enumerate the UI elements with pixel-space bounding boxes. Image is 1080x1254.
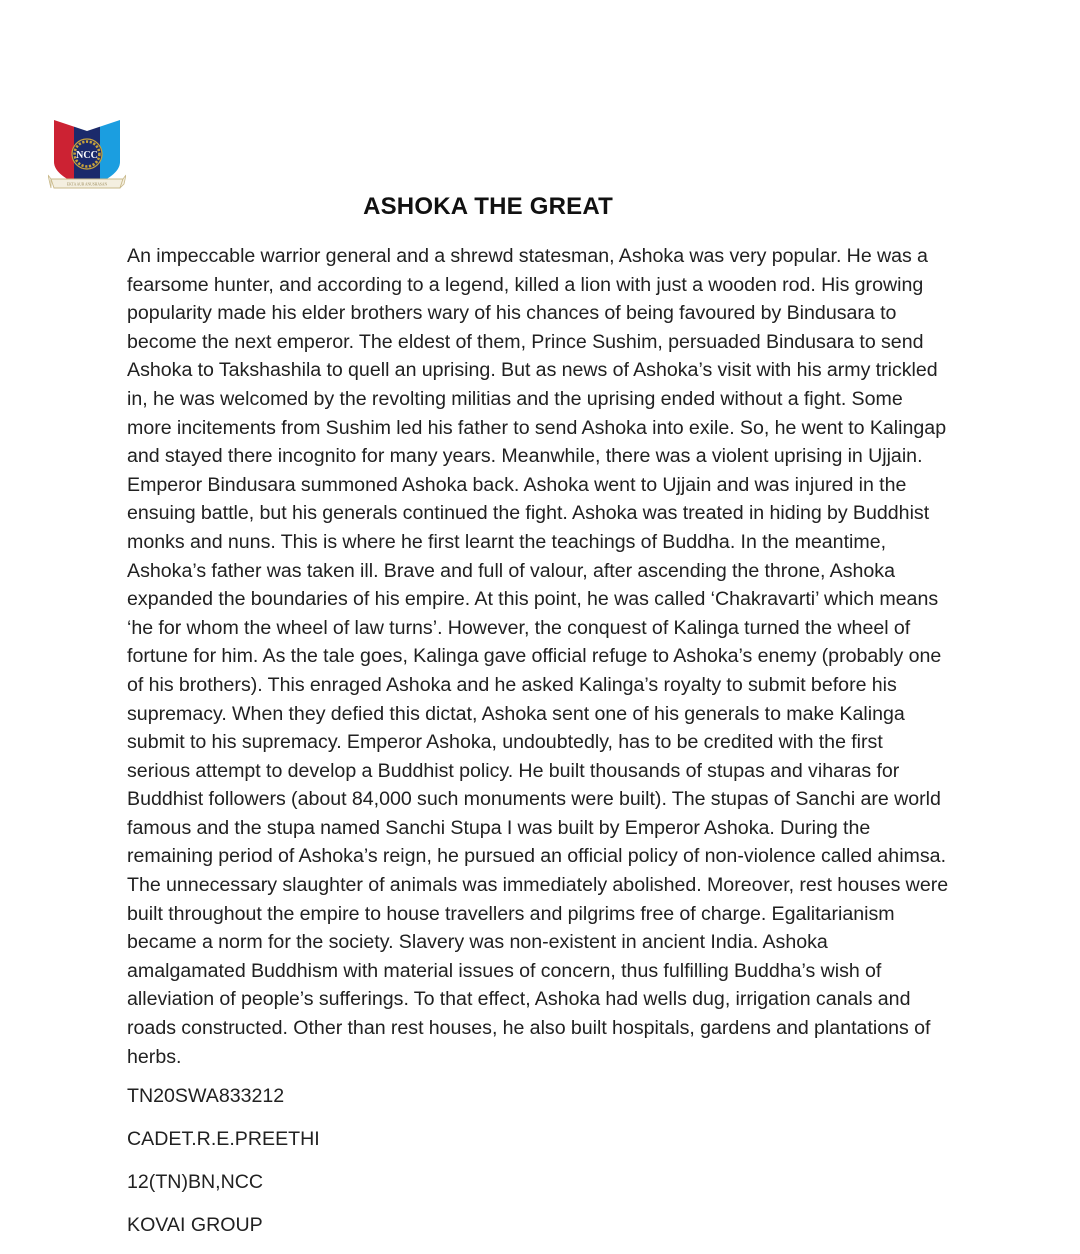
- signature-line-regimental-number: TN20SWA833212: [127, 1085, 285, 1107]
- signature-line-battalion: 12(TN)BN,NCC: [127, 1171, 264, 1193]
- page-title: ASHOKA THE GREAT: [363, 193, 613, 220]
- svg-text:EKTA AUR ANUSHASAN: EKTA AUR ANUSHASAN: [66, 182, 108, 187]
- ncc-shield-icon: [48, 118, 126, 194]
- ncc-monogram: NCC: [76, 150, 98, 161]
- ncc-emblem-logo: [48, 118, 126, 194]
- body-paragraph: An impeccable warrior general and a shrewd statesman, Ashoka was very popular. He was a fearsome hunter, and according to a legend, killed a lion with just a wooden rod. His growing popularity made his elder brothers wary of his chances of being favoured by Bindusara to become the next emperor. The eldest of them, Prince Sushim, persuaded Bindusara to send Ashoka to Takshashila to quell an uprising. But as news of Ashoka’s visit with his army trickled in, he was welcomed by the revolting militias and the uprising ended without a fight. Some more incitements from Sushim led his father to send Ashoka into exile. So, he went to Kalingap and stayed there incognito for many years. Meanwhile, there was a violent uprising in Ujjain. Emperor Bindusara summoned Ashoka back. Ashoka went to Ujjain and was injured in the ensuing battle, but his generals continued the fight. Ashoka was treated in hiding by Buddhist monks and nuns. This is where he first learnt the teachings of Buddha. In the meantime, Ashoka’s father was taken ill. Brave and full of valour, after ascending the throne, Ashoka expanded the boundaries of his empire. At this point, he was called ‘Chakravarti’ which means ‘he for whom the wheel of law turns’. However, the conquest of Kalinga turned the wheel of fortune for him. As the tale goes, Kalinga gave official refuge to Ashoka’s enemy (probably one of his brothers). This enraged Ashoka and he asked Kalinga’s royalty to submit before his supremacy. When they defied this dictat, Ashoka sent one of his generals to make Kalinga submit to his supremacy. Emperor Ashoka, undoubtedly, has to be credited with the first serious attempt to develop a Buddhist policy. He built thousands of stupas and viharas for Buddhist followers (about 84,000 such monuments were built). The stupas of Sanchi are world famous and the stupa named Sanchi Stupa I was built by Emperor Ashoka. During the remaining period of Ashoka’s reign, he pursued an official policy of non-violence called ahimsa. The unnecessary slaughter of animals was immediately abolished. Moreover, rest houses were built throughout the empire to house travellers and pilgrims free of charge. Egalitarianism became a norm for the society. Slavery was non-existent in ancient India. Ashoka amalgamated Buddhism with material issues of concern, thus fulfilling Buddha’s wish of alleviation of people’s sufferings. To that effect, Ashoka had wells dug, irrigation canals and roads constructed. Other than rest houses, he also built hospitals, gardens and plantations of herbs.: [127, 245, 949, 1068]
- signature-line-group: KOVAI GROUP: [127, 1214, 263, 1236]
- document-body: [127, 242, 951, 1071]
- signature-block: [127, 1084, 627, 1237]
- signature-line-cadet-name: CADET.R.E.PREETHI: [127, 1128, 320, 1150]
